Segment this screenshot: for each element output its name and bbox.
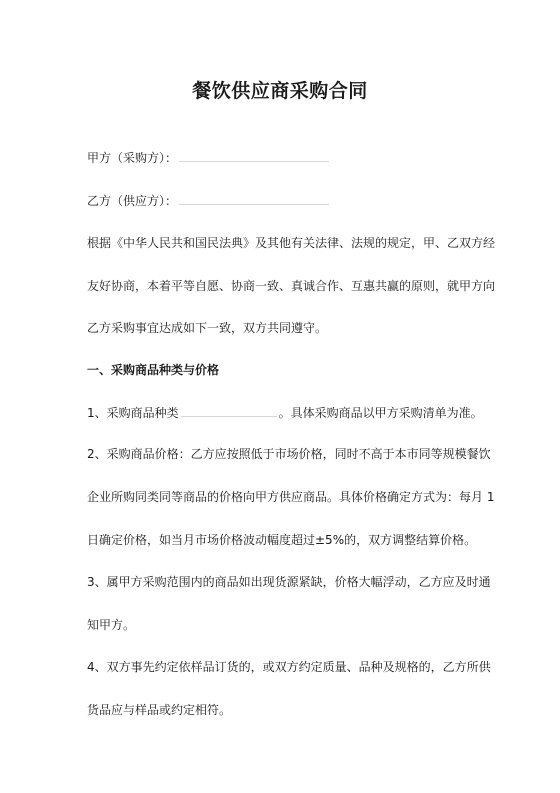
clause-2-line-3: 日确定价格，如当月市场价格波动幅度超过±5%的，双方调整结算价格。	[87, 533, 477, 547]
clause-3-line-2: 知甲方。	[87, 618, 136, 632]
party-a-label: 甲方（采购方）：	[87, 151, 178, 165]
clause-1	[87, 404, 487, 421]
clause-4-line-2: 货品应与样品或约定相符。	[87, 703, 232, 717]
clause-4-line-1: 4、双方事先约定依样品订货的，或双方约定质量、品种及规格的，乙方所供	[87, 660, 491, 674]
section-1-heading: 一、采购商品种类与价格	[87, 363, 220, 377]
party-a-blank	[179, 149, 329, 162]
contract-title: 餐饮供应商采购合同	[192, 80, 368, 102]
party-b-label: 乙方（供应方）：	[87, 194, 178, 208]
preamble-line-3: 乙方采购事宜达成如下一致，双方共同遵守。	[87, 321, 328, 335]
clause-1-suffix: 。具体采购商品以甲方采购清单为准。	[278, 406, 483, 420]
clause-1-blank	[181, 404, 277, 417]
clause-2-line-2: 企业所购同类同等商品的价格向甲方供应商品。具体价格确定方式为：每月 1	[87, 490, 495, 504]
preamble-line-1: 根据《中华人民共和国民法典》及其他有关法律、法规的规定，甲、乙双方经	[87, 236, 496, 250]
clause-1-prefix: 1、采购商品种类	[87, 406, 179, 420]
clause-3-line-1: 3、属甲方采购范围内的商品如出现货源紧缺，价格大幅浮动，乙方应及时通	[87, 575, 491, 589]
party-b-line	[87, 192, 487, 209]
party-a-line	[87, 149, 487, 166]
preamble-line-2: 友好协商，本着平等自愿、协商一致、真诚合作、互惠共赢的原则，就甲方向	[87, 279, 496, 293]
party-b-blank	[179, 192, 329, 205]
clause-2-line-1: 2、采购商品价格：乙方应按照低于市场价格，同时不高于本市同等规模餐饮	[87, 447, 491, 461]
